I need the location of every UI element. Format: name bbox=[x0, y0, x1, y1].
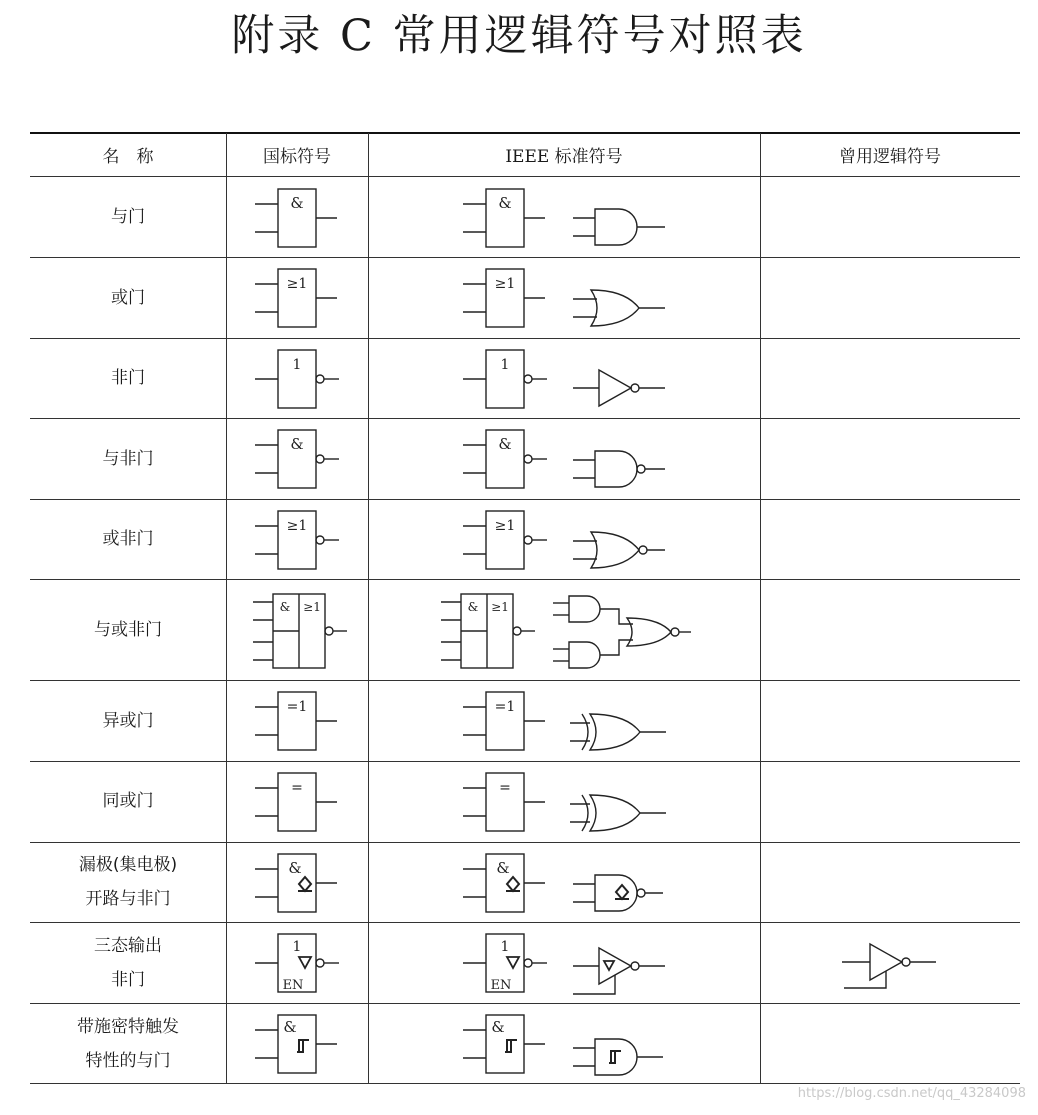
row-divider bbox=[30, 922, 1020, 923]
ieee-label: = bbox=[499, 780, 511, 796]
ieee-open-drain-nand-box-symbol bbox=[463, 853, 553, 915]
ieee-label: =1 bbox=[494, 699, 516, 715]
ieee-label: 1 bbox=[500, 357, 510, 373]
gb-label: & bbox=[283, 1018, 297, 1036]
row-divider bbox=[30, 579, 1020, 580]
row-name: 同或门 bbox=[102, 791, 154, 811]
page-title: 附录 C 常用逻辑符号对照表 bbox=[231, 11, 807, 61]
gb-and-or-invert-gate-symbol bbox=[253, 592, 353, 672]
ieee-or-box-symbol bbox=[463, 268, 553, 330]
old-tristate-buffer-icon bbox=[842, 940, 942, 992]
gb-schmitt-and-symbol bbox=[255, 1014, 345, 1076]
xnor-gate-icon bbox=[570, 791, 674, 835]
ieee-label: & bbox=[496, 859, 510, 877]
tristate-not-gate-icon bbox=[573, 944, 673, 996]
row-name: 与门 bbox=[111, 207, 145, 227]
ieee-xor-box-symbol bbox=[463, 691, 553, 753]
ieee-nand-box-symbol bbox=[463, 429, 553, 491]
row-name-line2: 开路与非门 bbox=[85, 889, 171, 909]
header-ieee-symbol: IEEE 标准符号 bbox=[505, 147, 623, 167]
gb-open-drain-nand-symbol bbox=[255, 853, 345, 915]
ieee-xnor-box-symbol bbox=[463, 772, 553, 834]
gb-label: =1 bbox=[286, 699, 308, 715]
ieee-enable-label: EN bbox=[490, 978, 512, 993]
gb-label: & bbox=[290, 435, 304, 453]
row-name-line1: 漏极(集电极) bbox=[78, 855, 178, 875]
watermark: https://blog.csdn.net/qq_43284098 bbox=[797, 1086, 1026, 1101]
row-name: 与或非门 bbox=[94, 620, 162, 640]
schmitt-and-gate-icon bbox=[573, 1035, 673, 1079]
nor-gate-icon bbox=[573, 528, 673, 572]
gb-not-gate-symbol bbox=[255, 349, 345, 411]
gb-label: ≥1 bbox=[286, 518, 308, 534]
row-divider bbox=[30, 1003, 1020, 1004]
row-divider bbox=[30, 418, 1020, 419]
row-name: 或非门 bbox=[102, 529, 154, 549]
ieee-schmitt-and-box-symbol bbox=[463, 1014, 553, 1076]
gb-or-gate-symbol bbox=[255, 268, 345, 330]
ieee-label: ≥1 bbox=[494, 276, 516, 292]
gb-xor-gate-symbol bbox=[255, 691, 345, 753]
row-divider bbox=[30, 338, 1020, 339]
ieee-label: & bbox=[498, 194, 512, 212]
gb-enable-label: EN bbox=[282, 978, 304, 993]
row-divider bbox=[30, 257, 1020, 258]
ieee-label-or: ≥1 bbox=[491, 600, 509, 614]
row-name: 非门 bbox=[111, 368, 145, 388]
and-or-invert-gate-icon bbox=[553, 592, 698, 676]
and-gate-icon bbox=[573, 205, 673, 249]
gb-xnor-gate-symbol bbox=[255, 772, 345, 834]
not-gate-icon bbox=[573, 366, 673, 410]
ieee-label: & bbox=[491, 1018, 505, 1036]
row-name-line1: 三态输出 bbox=[94, 936, 162, 956]
open-drain-nand-gate-icon bbox=[573, 871, 673, 915]
row-name: 异或门 bbox=[102, 711, 154, 731]
table-header-rule bbox=[30, 176, 1020, 177]
ieee-label-and: & bbox=[467, 600, 479, 614]
gb-nor-gate-symbol bbox=[255, 510, 345, 572]
gb-label: 1 bbox=[292, 357, 302, 373]
gb-label: & bbox=[290, 194, 304, 212]
ieee-label: & bbox=[498, 435, 512, 453]
ieee-and-or-invert-box-symbol bbox=[441, 592, 541, 672]
row-divider bbox=[30, 842, 1020, 843]
column-divider bbox=[368, 133, 369, 1083]
header-name: 名 称 bbox=[102, 147, 154, 167]
gb-label: & bbox=[288, 859, 302, 877]
ieee-and-box-symbol bbox=[463, 188, 553, 250]
row-divider bbox=[30, 680, 1020, 681]
ieee-label: ≥1 bbox=[494, 518, 516, 534]
gb-and-gate-symbol bbox=[255, 188, 345, 250]
column-divider bbox=[226, 133, 227, 1083]
row-divider bbox=[30, 499, 1020, 500]
gb-label-and: & bbox=[279, 600, 291, 614]
gb-label-or: ≥1 bbox=[303, 600, 321, 614]
table-bottom-rule bbox=[30, 1083, 1020, 1084]
or-gate-icon bbox=[573, 286, 673, 330]
gb-label: 1 bbox=[292, 939, 302, 955]
row-name: 与非门 bbox=[102, 449, 154, 469]
row-name-line2: 特性的与门 bbox=[85, 1051, 171, 1071]
nand-gate-icon bbox=[573, 447, 673, 491]
table-top-rule bbox=[30, 132, 1020, 134]
gb-label: ≥1 bbox=[286, 276, 308, 292]
row-name: 或门 bbox=[111, 288, 145, 308]
ieee-nor-box-symbol bbox=[463, 510, 553, 572]
ieee-tristate-not-box-symbol bbox=[463, 933, 553, 995]
row-name-line2: 非门 bbox=[111, 970, 145, 990]
ieee-label: 1 bbox=[500, 939, 510, 955]
ieee-not-box-symbol bbox=[463, 349, 553, 411]
gb-nand-gate-symbol bbox=[255, 429, 345, 491]
header-gb-symbol: 国标符号 bbox=[263, 147, 331, 167]
xor-gate-icon bbox=[570, 710, 674, 754]
column-divider bbox=[760, 133, 761, 1083]
header-old-symbol: 曾用逻辑符号 bbox=[839, 147, 941, 167]
gb-tristate-not-symbol bbox=[255, 933, 345, 995]
row-name-line1: 带施密特触发 bbox=[77, 1017, 179, 1037]
gb-label: = bbox=[291, 780, 303, 796]
row-divider bbox=[30, 761, 1020, 762]
